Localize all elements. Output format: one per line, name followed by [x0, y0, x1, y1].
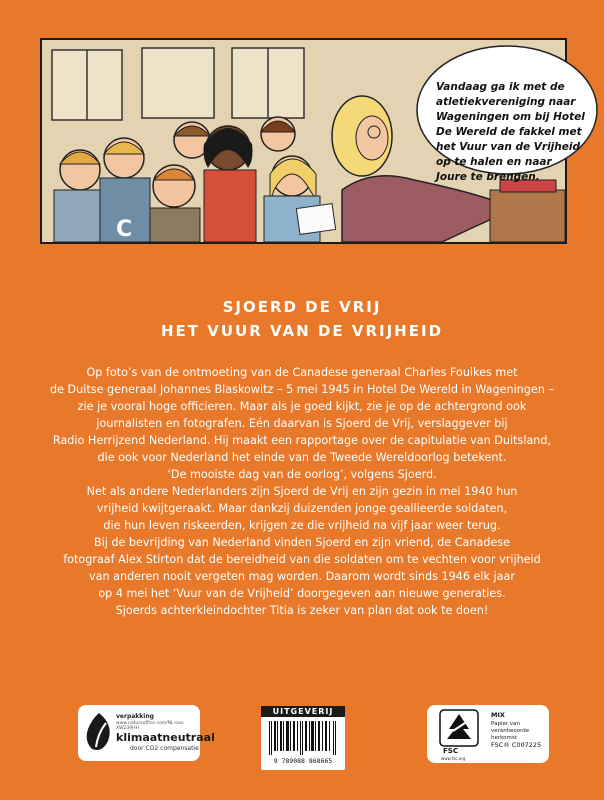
blurb-line: Bij de bevrijding van Nederland vinden Sjoerd en zijn vriend, de Canadese: [93, 536, 511, 549]
fsc-mix: MIX: [491, 711, 505, 719]
speech-bubble-text: Vandaag ga ik met de atletiekvereniging naar Wageningen om bij Hotel De Wereld de fakkel met het Vuur van de Vrijheid op te halen en naar Joure te brengen.: [436, 81, 585, 183]
leaf-icon: [82, 711, 116, 755]
klimaat-url: www.natureoffice.com/NL-oos-XW239HH: [116, 721, 185, 731]
klimaat-subtitle: door CO2 compensatie: [130, 745, 199, 752]
blurb-line: Net als andere Nederlanders zijn Sjoerd de Vrij en zijn gezin in mei 1940 hun: [86, 485, 518, 498]
fsc-logo: [427, 705, 549, 763]
isbn-barcode: [261, 706, 345, 770]
fsc-label: FSC: [443, 747, 458, 755]
klimaat-name: klimaatneutraal: [116, 731, 215, 744]
fsc-url: www.fsc.org: [441, 756, 466, 761]
klimaat-top-label: verpakking: [116, 713, 154, 720]
blurb-line: ‘De mooiste dag van de oorlog’, volgens Sjoerd.: [167, 468, 437, 481]
blurb-line: zie je vooral hoge officieren. Maar als je goed kijkt, zie je op de achtergrond ook: [77, 400, 527, 413]
blurb-line: die ook voor Nederland het einde van de Tweede Wereldoorlog betekent.: [97, 451, 507, 464]
blurb-text: [44, 364, 560, 619]
isbn-number: 9 789088 868665: [273, 757, 333, 765]
blurb-line: de Duitse generaal Johannes Blaskowitz – 5 mei 1945 in Hotel De Wereld in Wageningen –: [50, 383, 554, 396]
comic-panel: [40, 38, 585, 244]
fsc-tree-icon: [439, 709, 479, 747]
fsc-paper-text: Papier van verantwoorde herkomst: [491, 721, 530, 741]
book-title: HET VUUR VAN DE VRIJHEID: [160, 322, 444, 340]
barcode-icon: [269, 721, 337, 755]
blurb-line: fotograaf Alex Stirton dat de bereidheid van die soldaten om te vechten voor vrijheid: [63, 553, 541, 566]
blurb-line: vrijheid kwijtgeraakt. Maar dankzij duizenden jonge geallieerde soldaten,: [96, 502, 508, 515]
book-author-title: SJOERD DE VRIJ: [222, 298, 382, 316]
publisher-label: UITGEVERIJ: [261, 706, 345, 717]
blurb-line: Op foto’s van de ontmoeting van de Canadese generaal Charles Foulkes met: [86, 366, 518, 379]
blurb-line: op 4 mei het ‘Vuur van de Vrijheid’ doorgegeven aan nieuwe generaties.: [98, 587, 506, 600]
blurb-line: van anderen nooit vergeten mag worden. Daarom wordt sinds 1946 elk jaar: [89, 570, 515, 583]
blurb-line: journalisten en fotografen. Eén daarvan is Sjoerd de Vrij, verslaggever bij: [96, 417, 508, 430]
blurb-line: die hun leven riskeerden, krijgen ze die vrijheid na vijf jaar weer terug.: [103, 519, 501, 532]
klimaatneutraal-logo: [78, 705, 215, 761]
svg-text:C: C: [116, 217, 133, 242]
fsc-code: FSC® C007225: [491, 741, 542, 749]
blurb-line: Radio Herrijzend Nederland. Hij maakt een rapportage over de capitulatie van Duitsland,: [52, 434, 552, 447]
blurb-line: Sjoerds achterkleindochter Titia is zeker van plan dat ook te doen!: [115, 604, 489, 617]
